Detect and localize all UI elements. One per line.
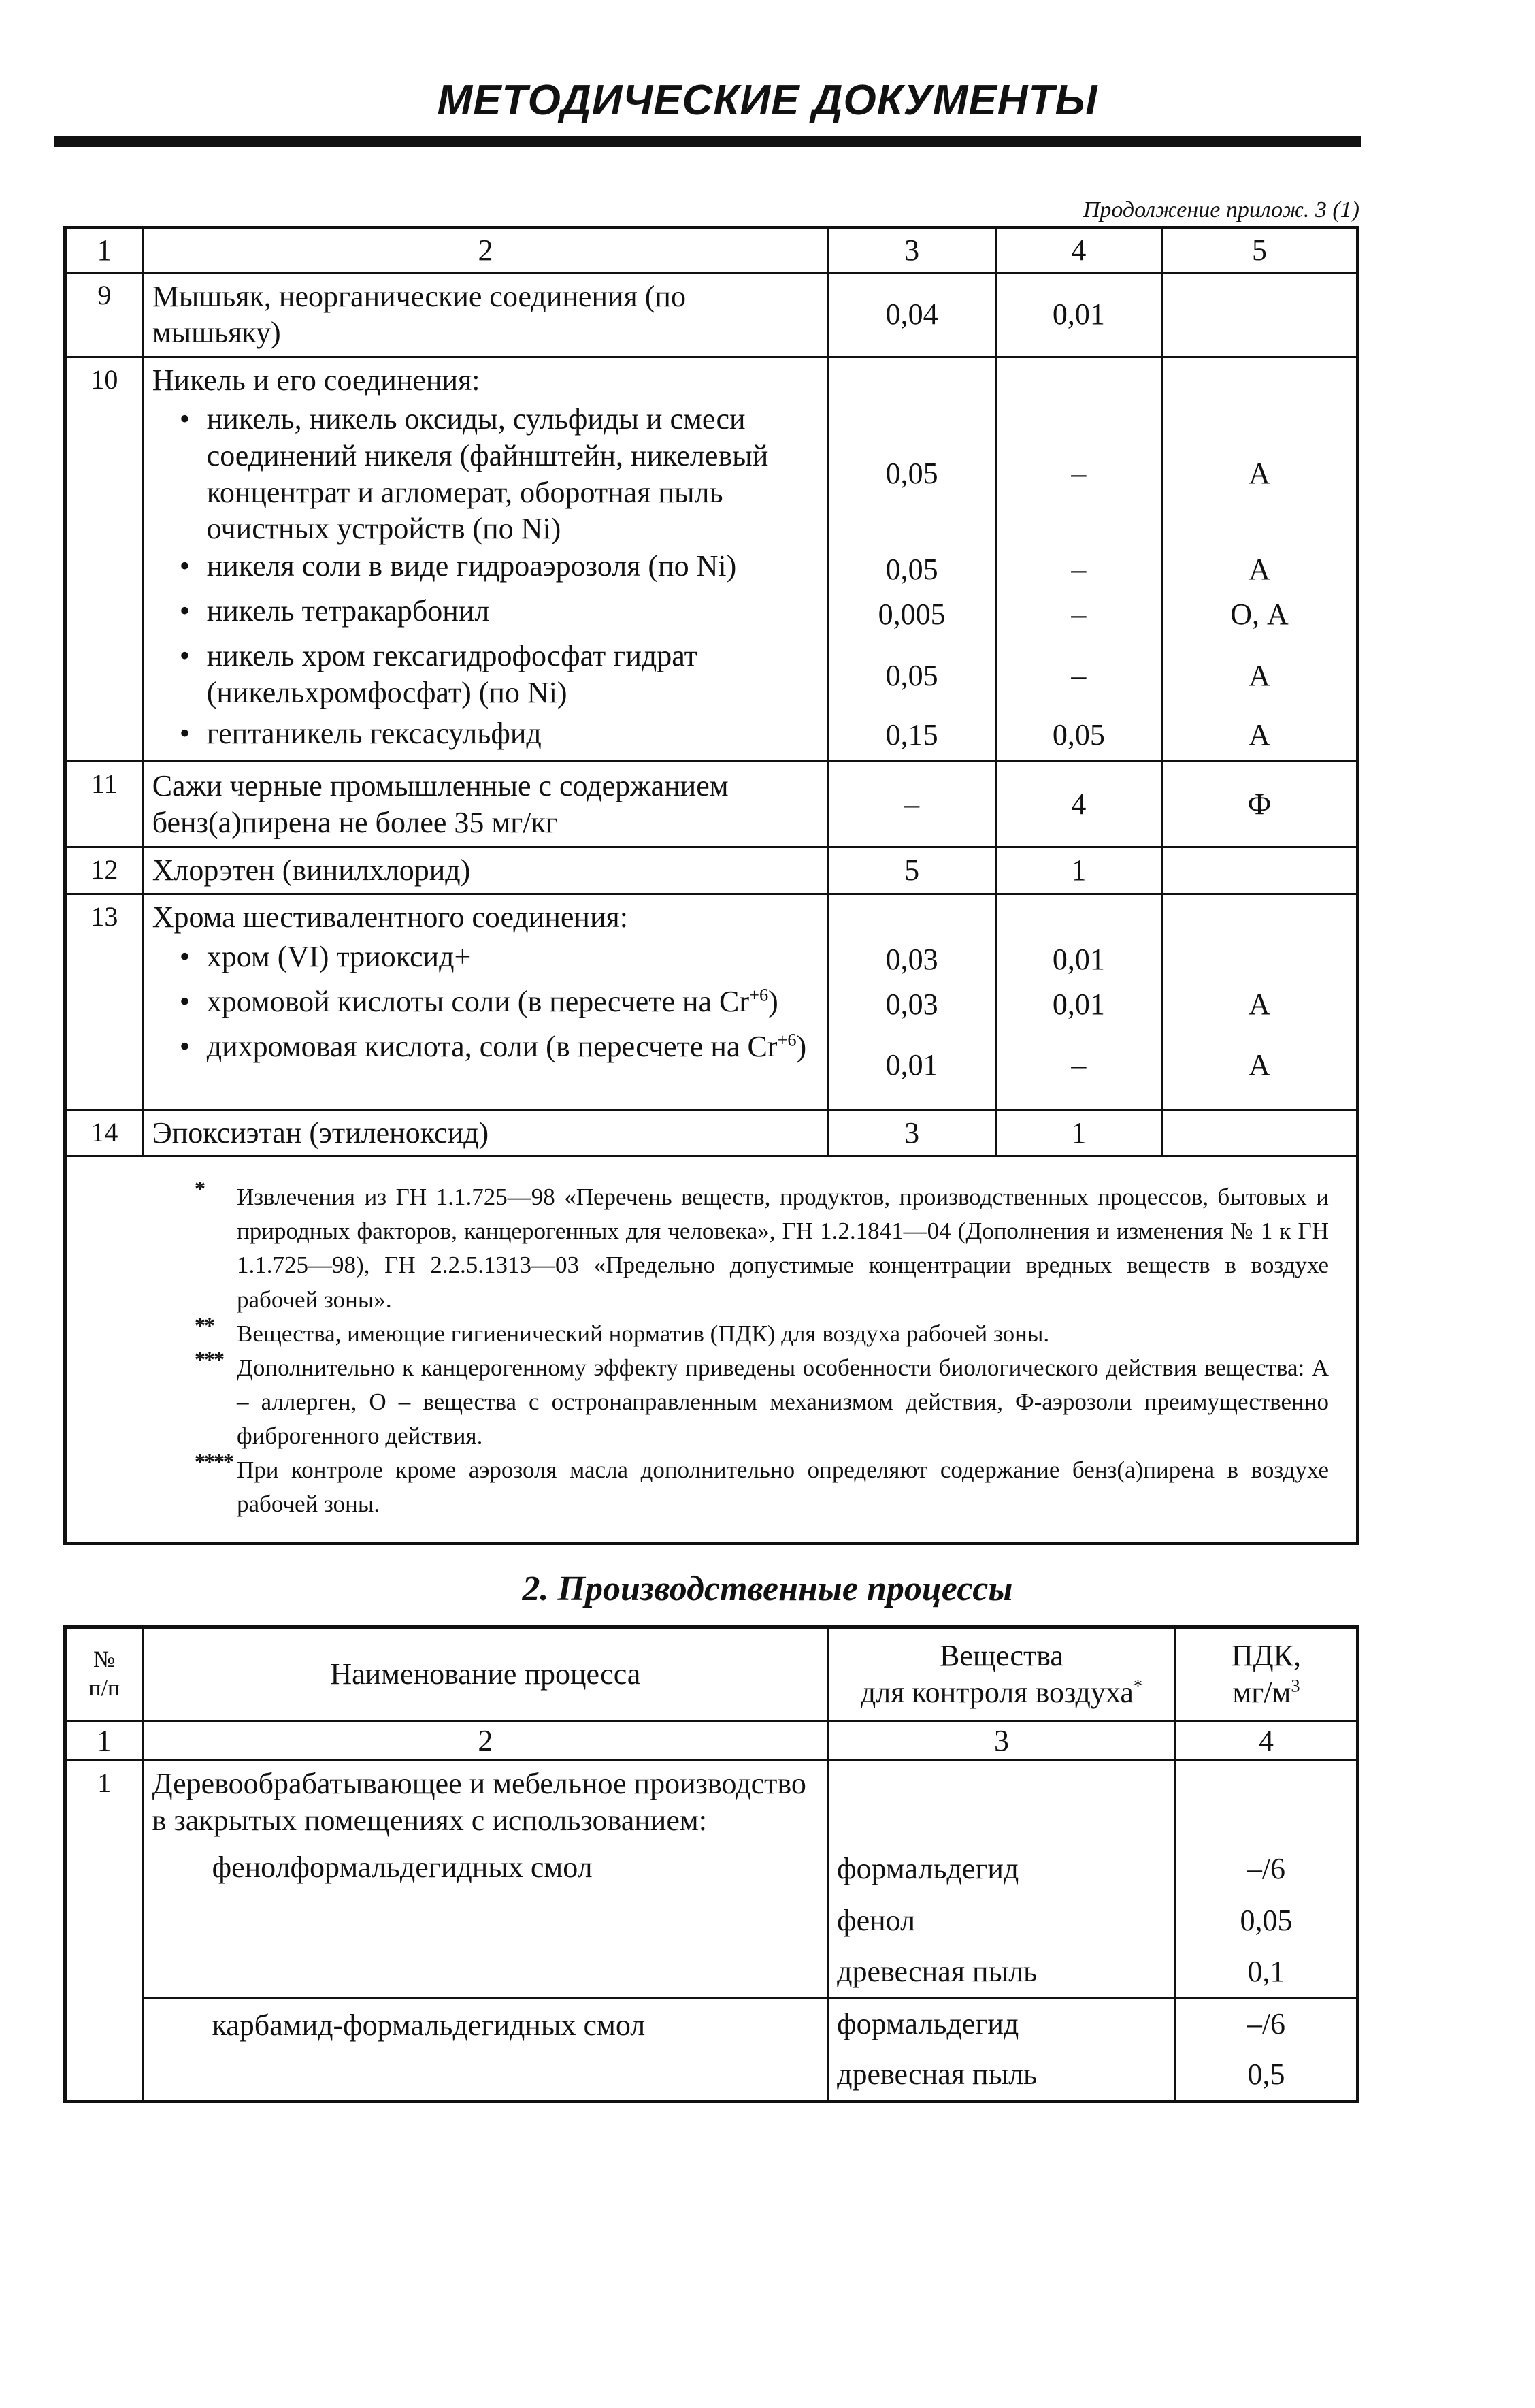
header-substances — [828, 1627, 1176, 1721]
footnote — [94, 1312, 1329, 1351]
header-process: Наименование процесса — [143, 1627, 828, 1721]
footnote — [94, 1346, 1329, 1453]
table-row — [65, 1998, 1358, 2049]
list-item: • никель, никель оксиды, сульфиды и смеси соединений никеля (файнштейн, никелевый концентрат и агломерат, оборотная пыль очистных устройств (по Ni) — [152, 401, 819, 545]
value-cell: 4 — [995, 762, 1161, 847]
header-text: мг/м — [1232, 1676, 1291, 1709]
value: А — [1249, 1048, 1270, 1082]
row-number: 1 — [65, 1761, 144, 2102]
header-line — [829, 1674, 1174, 1711]
footnotes — [65, 1156, 1358, 1543]
list-item: • гептаникель гексасульфид — [152, 715, 819, 753]
superscript: 3 — [1291, 1675, 1300, 1696]
substance-name: Хрома шестивалентного соединения: — [152, 900, 628, 934]
header-line: № — [93, 1646, 116, 1672]
substance-list — [152, 401, 819, 753]
substance-name: Никель и его соединения: — [152, 363, 480, 397]
column-number: 2 — [143, 228, 828, 273]
substance-cell — [828, 1761, 1176, 1843]
continuation-note: Продолжение прилож. 3 (1) — [1083, 197, 1359, 223]
row-number: 13 — [65, 894, 144, 1110]
value: 0,05 — [885, 552, 938, 586]
value-cell — [828, 357, 995, 762]
value: А — [1249, 658, 1270, 692]
value: 0,01 — [885, 1048, 938, 1082]
footnote-text: При контроле кроме аэрозоля масла дополнительно определяют содержание бенз(а)пирена в воздухе рабочей зоны. — [237, 1456, 1329, 1517]
table-row — [65, 1109, 1358, 1156]
substance-group — [143, 894, 828, 1110]
footnote-text: Вещества, имеющие гигиенический норматив (ПДК) для воздуха рабочей зоны. — [237, 1320, 1050, 1347]
value-cell: – — [828, 762, 995, 847]
pdk-cell: –/6 — [1175, 1998, 1357, 2049]
substance-group — [143, 357, 828, 762]
list-item — [152, 1028, 819, 1102]
processes-table — [63, 1625, 1359, 2103]
value-cell — [1162, 847, 1358, 894]
value: 0,05 — [885, 658, 938, 692]
page-header-title: МЕТОДИЧЕСКИЕ ДОКУМЕНТЫ — [437, 77, 1098, 124]
pdk-cell: 0,05 — [1175, 1894, 1357, 1946]
list-item — [152, 983, 819, 1026]
table-row — [65, 1761, 1358, 1843]
column-number: 3 — [828, 228, 995, 273]
table-row — [65, 272, 1358, 357]
table-row — [65, 894, 1358, 1110]
value: 0,01 — [1052, 943, 1105, 977]
value-cell: 3 — [828, 1109, 995, 1156]
row-number: 14 — [65, 1109, 144, 1156]
list-item: • никель тетракарбонил — [152, 593, 819, 635]
pdk-cell: 0,5 — [1175, 2049, 1357, 2101]
value: А — [1249, 552, 1270, 586]
item-text: хромовой кислоты соли (в пересчете на Cr — [206, 984, 750, 1018]
list-item: • хром (VI) триоксид+ — [152, 939, 819, 981]
value-cell — [1162, 272, 1358, 357]
value-cell — [1162, 1109, 1358, 1156]
header-pdk — [1175, 1627, 1357, 1721]
table-header-row — [65, 1627, 1358, 1721]
value: 0,05 — [885, 456, 938, 490]
column-number: 4 — [1175, 1721, 1357, 1761]
substance-name: Сажи черные промышленные с содержанием бенз(а)пирена не более 35 мг/кг — [143, 762, 828, 847]
value-cell: 0,01 — [995, 272, 1161, 357]
value: 0,15 — [885, 717, 938, 751]
value: – — [1071, 456, 1087, 490]
substance-cell: древесная пыль — [828, 2049, 1176, 2101]
pdk-cell: –/6 — [1175, 1842, 1357, 1894]
substance-list — [152, 939, 819, 1102]
substance-cell: формальдегид — [828, 1998, 1176, 2049]
value-cell: 1 — [995, 847, 1161, 894]
column-number: 5 — [1162, 228, 1358, 273]
value: – — [1071, 1048, 1087, 1082]
header-line: Вещества — [940, 1639, 1063, 1673]
value: – — [1071, 597, 1087, 631]
resin-group: фенолформальдегидных смол — [143, 1842, 828, 1998]
superscript: +6 — [749, 984, 769, 1005]
value: 0,03 — [885, 943, 938, 977]
column-number-row — [65, 1721, 1358, 1761]
footnote-mark: *** — [195, 1346, 223, 1371]
process-name: Деревообрабатывающее и мебельное производство в закрытых помещениях с использованием: — [143, 1761, 828, 1843]
table-row — [65, 357, 1358, 762]
superscript: * — [1133, 1675, 1143, 1696]
superscript: +6 — [777, 1029, 797, 1050]
value: О, А — [1230, 597, 1289, 631]
table-row — [65, 847, 1358, 894]
table-header-row — [65, 228, 1358, 273]
substance-name: Хлорэтен (винилхлорид) — [143, 847, 828, 894]
header-text: для контроля воздуха — [860, 1676, 1134, 1709]
item-text: дихромовая кислота, соли (в пересчете на Cr — [206, 1029, 778, 1063]
header-line: п/п — [88, 1676, 120, 1701]
item-text: ) — [768, 984, 778, 1018]
value-cell: 5 — [828, 847, 995, 894]
value-cell — [828, 894, 995, 1110]
header-line: ПДК, — [1231, 1639, 1301, 1673]
column-number: 1 — [65, 1721, 144, 1761]
footnote-mark: ** — [195, 1312, 214, 1337]
substance-cell: древесная пыль — [828, 1946, 1176, 1998]
header-rule — [54, 136, 1361, 147]
table-row — [65, 1842, 1358, 1894]
row-number: 11 — [65, 762, 144, 847]
column-number: 3 — [828, 1721, 1176, 1761]
column-number: 4 — [995, 228, 1161, 273]
value-cell — [995, 894, 1161, 1110]
column-number: 2 — [143, 1721, 828, 1761]
value: – — [1071, 552, 1087, 586]
footnotes-row — [65, 1156, 1358, 1543]
substance-cell: формальдегид — [828, 1842, 1176, 1894]
footnote — [94, 1176, 1329, 1316]
footnote-text: Извлечения из ГН 1.1.725—98 «Перечень веществ, продуктов, производственных процессов, бытовых и природных факторов, канцерогенных для человека», ГН 1.2.1841—04 (Дополнения и изменения № 1 к ГН 1.1.725—98), ГН 2.2.5.1313—03 «Предельно допустимые концентрации вредных веществ в воздухе рабочей зоны». — [237, 1184, 1329, 1313]
row-number: 10 — [65, 357, 144, 762]
footnote-mark: **** — [195, 1448, 233, 1474]
value-cell — [1162, 894, 1358, 1110]
row-number: 12 — [65, 847, 144, 894]
value: А — [1249, 456, 1270, 490]
table-row — [65, 762, 1358, 847]
carcinogens-table — [63, 226, 1359, 1545]
value-cell: Ф — [1162, 762, 1358, 847]
pdk-cell — [1175, 1761, 1357, 1843]
resin-group: карбамид-формальдегидных смол — [143, 1998, 828, 2101]
value: 0,05 — [1052, 717, 1105, 751]
value-cell: 1 — [995, 1109, 1161, 1156]
pdk-cell: 0,1 — [1175, 1946, 1357, 1998]
column-number: 1 — [65, 228, 144, 273]
value: А — [1249, 717, 1270, 751]
item-text: ) — [796, 1029, 807, 1063]
footnote-text: Дополнительно к канцерогенному эффекту приведены особенности биологического действия вещества: А – аллерген, О – вещества с остронаправленным механизмом действия, Ф-аэрозоли преимущественно фиброгенного действия. — [237, 1354, 1329, 1449]
list-item: • никель хром гексагидрофосфат гидрат (никельхромфосфат) (по Ni) — [152, 638, 819, 713]
header-line — [1176, 1674, 1356, 1711]
value: 0,005 — [878, 597, 946, 631]
list-item: • никеля соли в виде гидроаэрозоля (по Ni) — [152, 548, 819, 590]
row-number: 9 — [65, 272, 144, 357]
value: – — [1071, 658, 1087, 692]
substance-cell: фенол — [828, 1894, 1176, 1946]
value: 0,03 — [885, 988, 938, 1022]
footnote — [94, 1448, 1329, 1521]
substance-name: Мышьяк, неорганические соединения (по мышьяку) — [143, 272, 828, 357]
value-cell — [995, 357, 1161, 762]
value-cell — [1162, 357, 1358, 762]
value: 0,01 — [1052, 988, 1105, 1022]
footnote-mark: * — [195, 1176, 204, 1201]
section-title: 2. Производственные процессы — [522, 1569, 1013, 1608]
header-number — [65, 1627, 144, 1721]
value-cell: 0,04 — [828, 272, 995, 357]
value: А — [1249, 988, 1270, 1022]
value — [1163, 937, 1356, 982]
substance-name: Эпоксиэтан (этиленоксид) — [143, 1109, 828, 1156]
